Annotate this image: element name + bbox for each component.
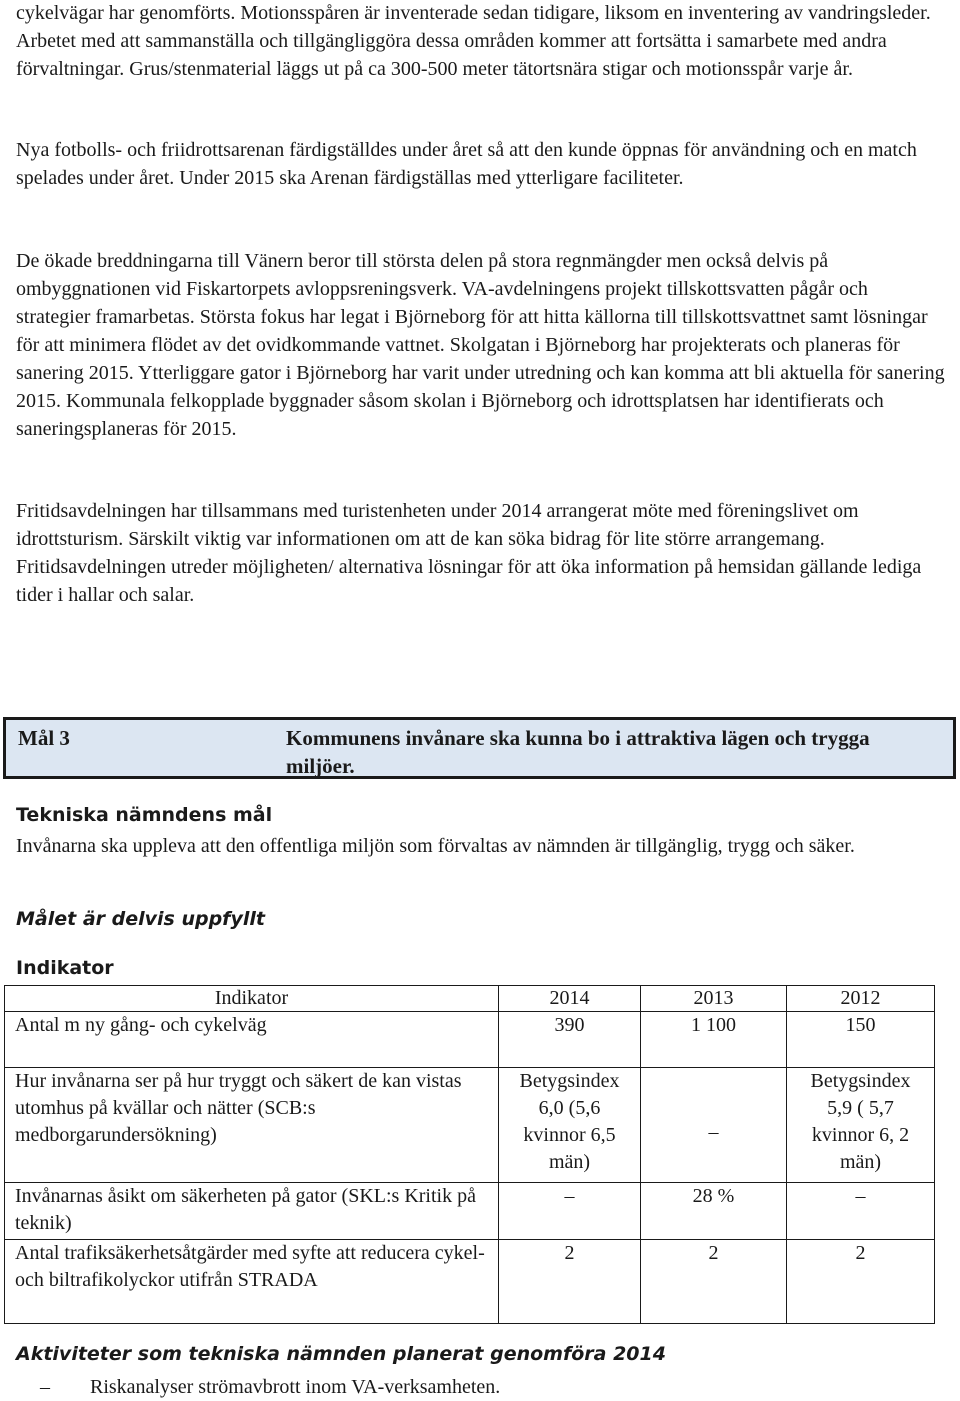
paragraph-leisure: Fritidsavdelningen har tillsammans med turistenheten under 2014 arrangerat möte med föreningslivet om idrottsturism. Särskilt viktig var informationen om att de kan söka bidrag för lite större arrangemang. Fritidsavdelningen utreder möjligheten/ alternativa lösningar för att öka information på hemsidan gällande lediga tider i hallar och salar.	[16, 500, 922, 606]
indicator-name: Invånarnas åsikt om säkerheten på gator (SKL:s Kritik på teknik)	[5, 1183, 499, 1240]
paragraph-trails: cykelvägar har genomförts. Motionsspåren är inventerade sedan tidigare, liksom en inventering av vandringsleder. Arbetet med att sammanställa och tillgängliggöra dessa områden kommer att fortsätta i samarbete med andra förvaltningar. Grus/stenmaterial läggs ut på ca 300-500 meter tätortsnära stigar och motionsspår varje år.	[16, 2, 931, 80]
value-2012: 150	[787, 1012, 935, 1068]
table-row	[5, 1240, 935, 1324]
value-2012: Betygsindex 5,9 ( 5,7 kvinnor 6, 2 män)	[787, 1068, 935, 1183]
value-2014: –	[499, 1183, 641, 1240]
table-header-row	[5, 986, 935, 1012]
bullet-dash: –	[40, 1376, 50, 1398]
indicator-name: Antal m ny gång- och cykelväg	[5, 1012, 499, 1068]
value-2012: –	[787, 1183, 935, 1240]
paragraph-water: De ökade breddningarna till Vänern beror till största delen på stora regnmängder men också delvis på ombyggnationen vid Fiskartorpets avloppsreningsverk. VA-avdelningens projekt tillskottsvatten pågår och strategier framarbetas. Största fokus har legat i Björneborg för att hitta källorna till tillskottsvattnet samt lösningar för att minimera flödet av det ovidkommande vattnet. Skolgatan i Björneborg har projekterats och planeras för sanering 2015. Ytterliggare gator i Björneborg har varit under utredning och kan komma att bli aktuella för sanering 2015. Kommunala felkopplade byggnader såsom skolan i Björneborg och idrottsplatsen har identifierats och saneringsplaneras för 2015.	[16, 250, 945, 440]
indicator-table	[4, 985, 935, 1324]
table-row	[5, 1068, 935, 1183]
dash: –	[708, 1120, 719, 1143]
value-2013	[641, 1068, 787, 1183]
value-2014: Betygsindex 6,0 (5,6 kvinnor 6,5 män)	[499, 1068, 641, 1183]
paragraph-arena: Nya fotbolls- och friidrottsarenan färdigställdes under året så att den kunde öppnas för användning och en match spelades under året. Under 2015 ska Arenan färdigställas med ytterligare faciliteter.	[16, 139, 917, 189]
heading-indikator: Indikator	[16, 957, 114, 979]
goal-box	[3, 717, 956, 779]
value-2014: 2	[499, 1240, 641, 1324]
heading-aktiviteter: Aktiviteter som tekniska nämnden planerat genomföra 2014	[16, 1343, 666, 1365]
indicator-name: Hur invånarna ser på hur tryggt och säkert de kan vistas utomhus på kvällar och nätter (SCB:s medborgarundersökning)	[5, 1068, 499, 1183]
goal-label: Mål 3	[18, 726, 70, 750]
goal-description: Invånarna ska uppleva att den offentliga miljön som förvaltas av nämnden är tillgänglig, trygg och säker.	[16, 835, 855, 857]
header-2013: 2013	[641, 986, 787, 1012]
header-indikator: Indikator	[5, 986, 499, 1012]
value-2014: 390	[499, 1012, 641, 1068]
header-2014: 2014	[499, 986, 641, 1012]
goal-text: Kommunens invånare ska kunna bo i attraktiva lägen och trygga miljöer.	[286, 726, 870, 778]
table-row	[5, 1012, 935, 1068]
heading-tekniska-mal: Tekniska nämndens mål	[16, 804, 273, 826]
activity-text: Riskanalyser strömavbrott inom VA-verksamheten.	[90, 1376, 501, 1398]
value-2013: 2	[641, 1240, 787, 1324]
header-2012: 2012	[787, 986, 935, 1012]
value-2013: 28 %	[641, 1183, 787, 1240]
value-2012: 2	[787, 1240, 935, 1324]
list-item	[40, 1373, 500, 1401]
value-2013: 1 100	[641, 1012, 787, 1068]
table-row	[5, 1183, 935, 1240]
heading-status: Målet är delvis uppfyllt	[16, 908, 265, 930]
indicator-name: Antal trafiksäkerhetsåtgärder med syfte att reducera cykel- och biltrafikolyckor utifrån STRADA	[5, 1240, 499, 1324]
